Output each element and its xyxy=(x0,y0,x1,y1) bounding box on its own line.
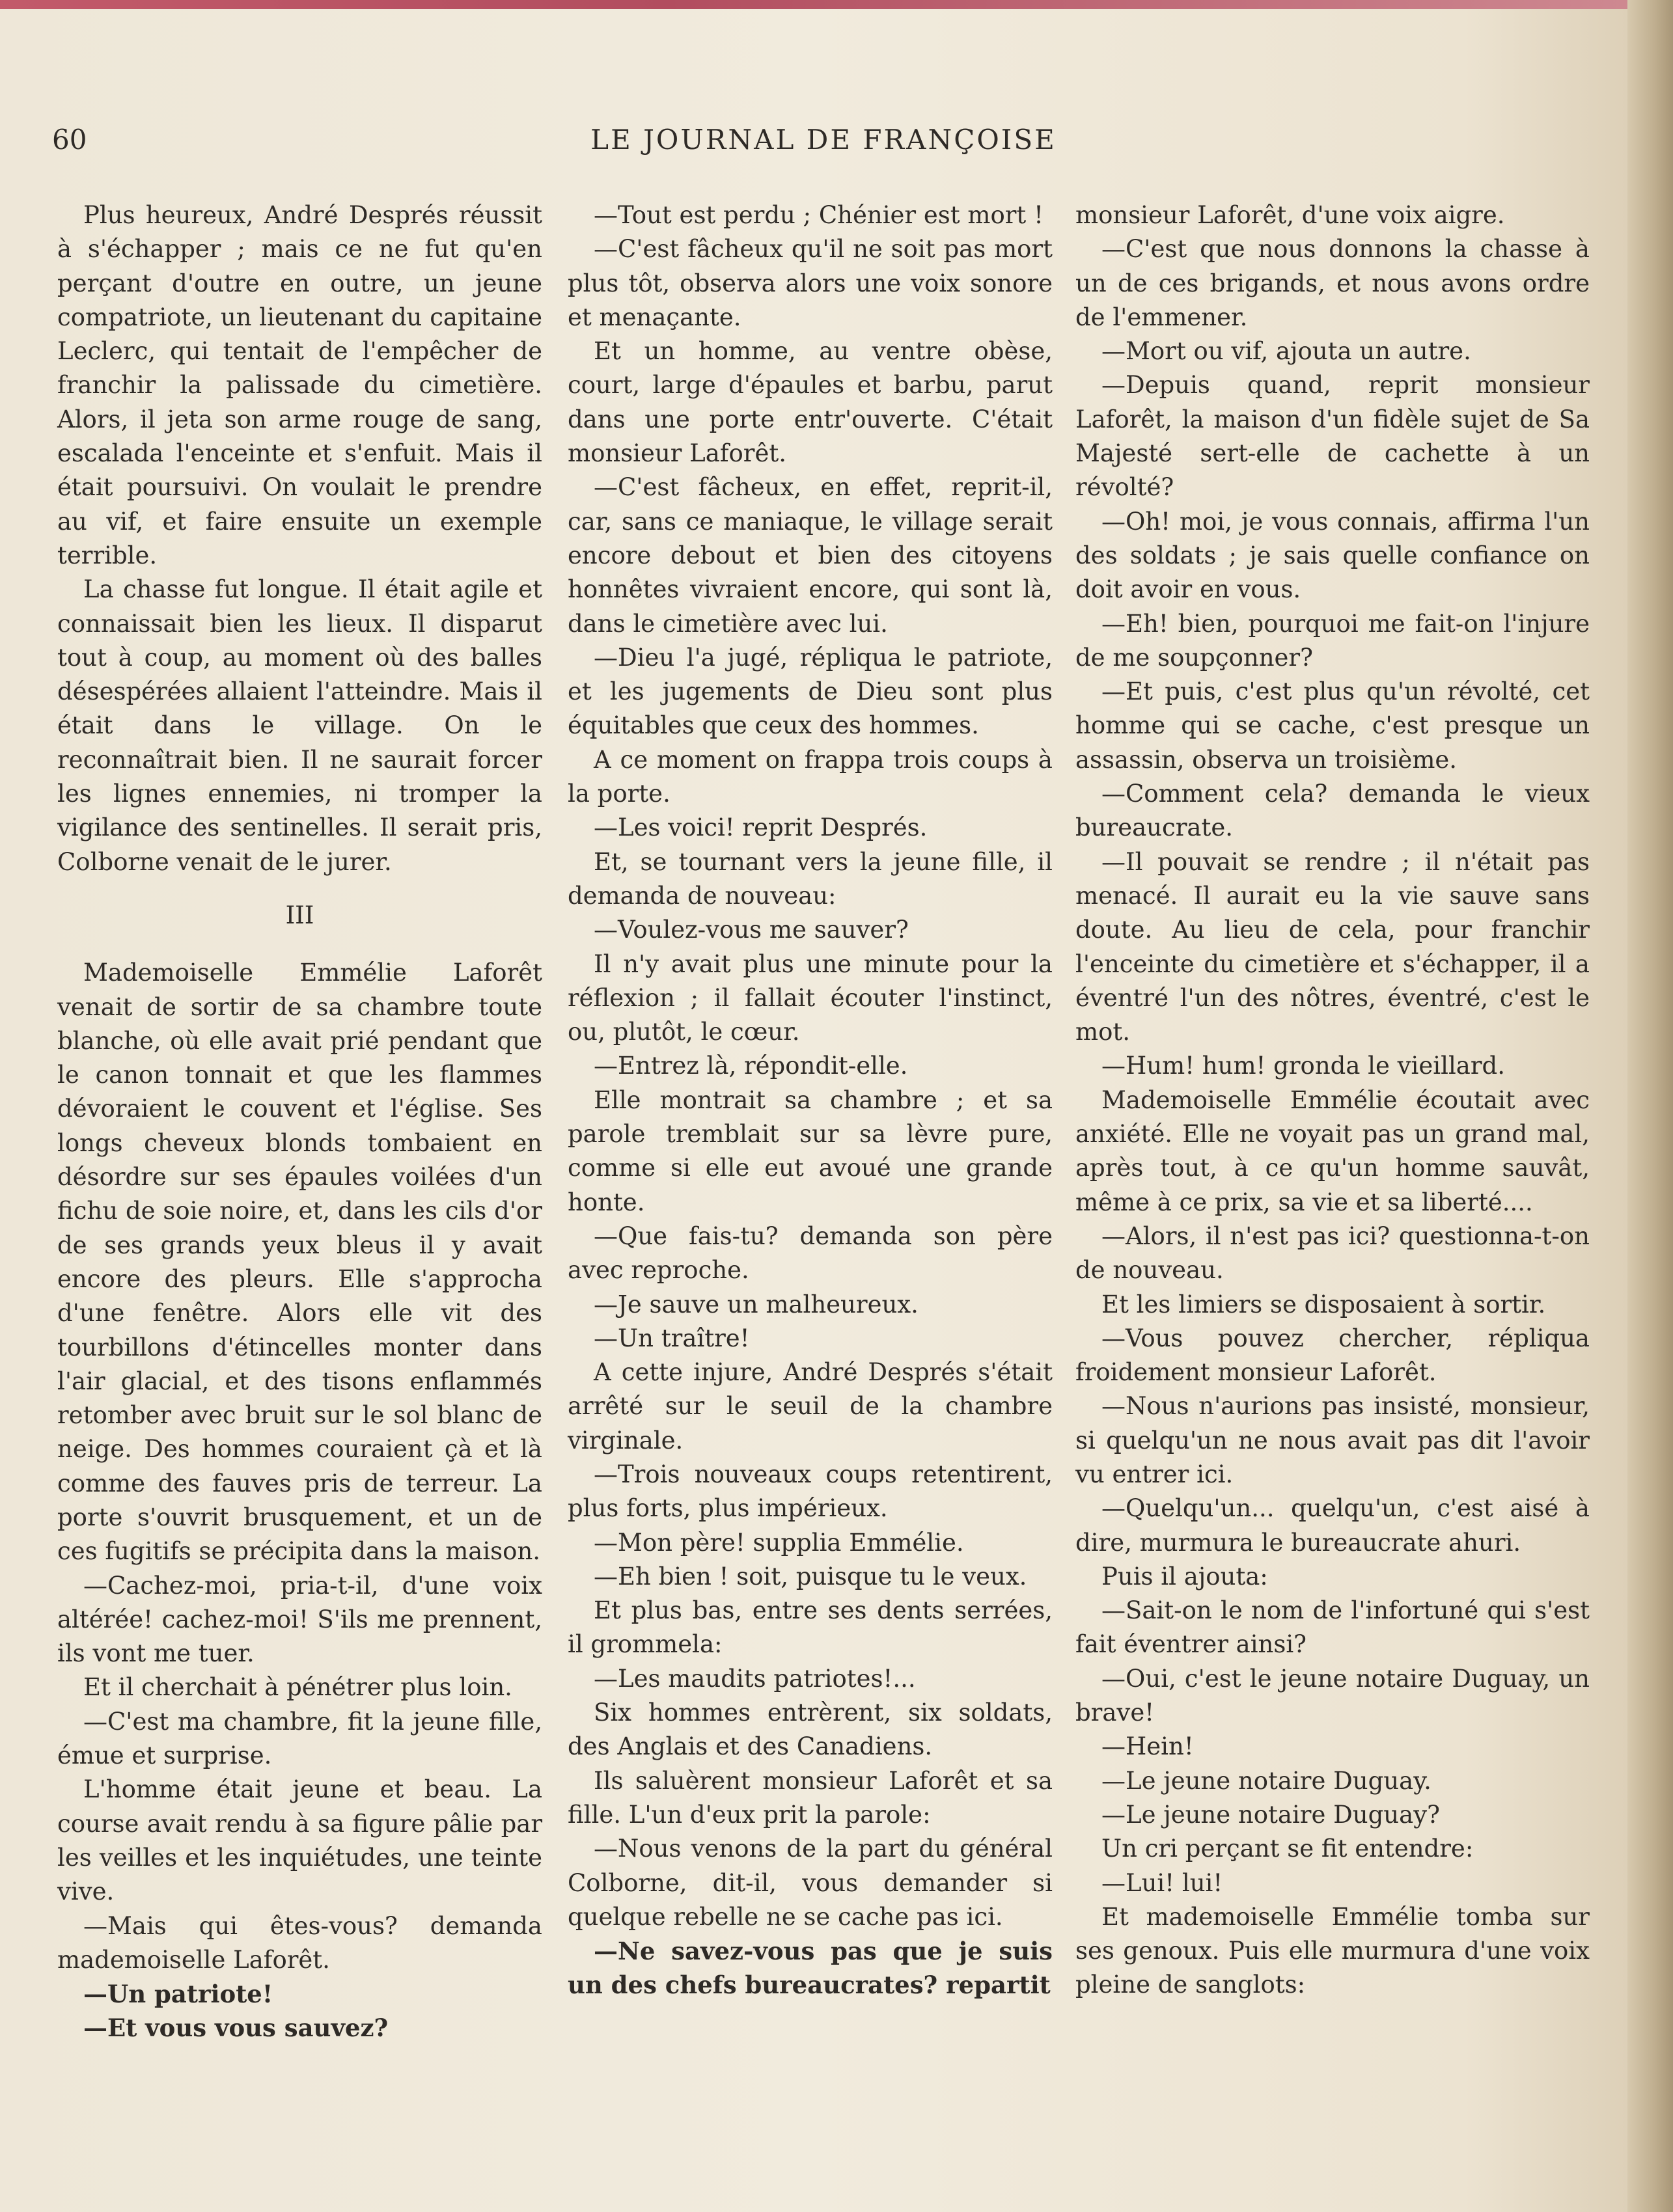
paragraph: —Vous pouvez chercher, répliqua froidement monsieur Laforêt. xyxy=(1075,1324,1590,1387)
text-column-2 xyxy=(568,198,1053,2002)
paragraph: —C'est que nous donnons la chasse à un de ces brigands, et nous avons ordre de l'emmener. xyxy=(1075,235,1590,331)
paragraph: —C'est fâcheux qu'il ne soit pas mort plus tôt, observa alors une voix sonore et menaçante. xyxy=(568,235,1053,331)
paragraph: —Les maudits patriotes!... xyxy=(594,1664,916,1693)
paragraph: Mademoiselle Emmélie Laforêt venait de sortir de sa chambre toute blanche, où elle avait prié pendant que le canon tonnait et que les flammes dévoraient le couvent et l'église. Ses longs cheveux blonds tombaient en désordre sur ses épaules voilées d'un fichu de soie noire, et, dans les cils d'or de ses grands yeux bleus il y avait encore des pleurs. Elle s'approcha d'une fenêtre. Alors elle vit des tourbillons d'étincelles monter dans l'air glacial, et des tisons enflammés retomber avec bruit sur le sol blanc de neige. Des hommes couraient çà et là comme des fauves pris de terreur. La porte s'ouvrit brusquement, et un de ces fugitifs se précipita dans la maison. xyxy=(57,959,542,1566)
paragraph: Puis il ajouta: xyxy=(1101,1562,1268,1591)
paragraph: Et il cherchait à pénétrer plus loin. xyxy=(83,1673,512,1702)
paragraph: Ils saluèrent monsieur Laforêt et sa fille. L'un d'eux prit la parole: xyxy=(568,1766,1053,1829)
paragraph: L'homme était jeune et beau. La course avait rendu à sa figure pâlie par les veilles et les inquiétudes, une teinte vive. xyxy=(57,1775,542,1906)
paragraph: —C'est fâcheux, en effet, reprit-il, car, sans ce maniaque, le village serait encore debout et bien des citoyens honnêtes vivraient encore, qui sont là, dans le cimetière avec lui. xyxy=(568,473,1053,638)
paragraph: —Mort ou vif, ajouta un autre. xyxy=(1101,337,1471,366)
paragraph: —Dieu l'a jugé, répliqua le patriote, et les jugements de Dieu sont plus équitables que ceux des hommes. xyxy=(568,643,1053,740)
journal-title: LE JOURNAL DE FRANÇOISE xyxy=(590,124,1057,156)
paragraph: —Oui, c'est le jeune notaire Duguay, un brave! xyxy=(1075,1664,1590,1727)
paragraph: —Alors, il n'est pas ici? questionna-t-on de nouveau. xyxy=(1075,1222,1590,1285)
paragraph: —Oh! moi, je vous connais, affirma l'un des soldats ; je sais quelle confiance on doit avoir en vous. xyxy=(1075,507,1590,604)
paragraph: Et mademoiselle Emmélie tomba sur ses genoux. Puis elle murmura d'une voix pleine de sanglots: xyxy=(1075,1902,1590,1999)
paragraph: —Un traître! xyxy=(594,1324,750,1352)
paragraph: Et un homme, au ventre obèse, court, large d'épaules et barbu, parut dans une porte entr'ouverte. C'était monsieur Laforêt. xyxy=(568,337,1053,468)
paragraph: —Hum! hum! gronda le vieillard. xyxy=(1101,1052,1505,1080)
paragraph: —Et puis, c'est plus qu'un révolté, cet homme qui se cache, c'est presque un assassin, observa un troisième. xyxy=(1075,677,1590,774)
paragraph: —Ne savez-vous pas que je suis un des chefs bureaucrates? repartit xyxy=(568,1937,1053,2000)
paragraph: —Eh! bien, pourquoi me fait-on l'injure de me soupçonner? xyxy=(1075,609,1590,672)
paragraph: A cette injure, André Després s'était arrêté sur le seuil de la chambre virginale. xyxy=(568,1358,1053,1454)
paragraph: —Depuis quand, reprit monsieur Laforêt, la maison d'un fidèle sujet de Sa Majesté sert-elle de cachette à un révolté? xyxy=(1075,371,1590,502)
text-column-3 xyxy=(1075,198,1590,2002)
paragraph: Et les limiers se disposaient à sortir. xyxy=(1101,1290,1546,1318)
paragraph: —Nous n'aurions pas insisté, monsieur, si quelqu'un ne nous avait pas dit l'avoir vu entrer ici. xyxy=(1075,1392,1590,1488)
page-number: 60 xyxy=(52,124,87,156)
paragraph: monsieur Laforêt, d'une voix aigre. xyxy=(1075,201,1505,229)
paragraph: —Eh bien ! soit, puisque tu le veux. xyxy=(594,1562,1027,1591)
paragraph: —C'est ma chambre, fit la jeune fille, émue et surprise. xyxy=(57,1707,542,1770)
paragraph: —Le jeune notaire Duguay. xyxy=(1101,1766,1431,1795)
paragraph: A ce moment on frappa trois coups à la porte. xyxy=(568,745,1053,808)
paragraph: —Les voici! reprit Després. xyxy=(594,813,928,842)
paragraph: —Trois nouveaux coups retentirent, plus forts, plus impérieux. xyxy=(568,1460,1053,1523)
paragraph: —Cachez-moi, pria-t-il, d'une voix altérée! cachez-moi! S'ils me prennent, ils vont me tuer. xyxy=(57,1571,542,1668)
paragraph: —Entrez là, répondit-elle. xyxy=(594,1052,908,1080)
paragraph: Un cri perçant se fit entendre: xyxy=(1101,1835,1474,1863)
text-column-1 xyxy=(57,198,542,2045)
paragraph: —Tout est perdu ; Chénier est mort ! xyxy=(594,201,1044,229)
page-top-edge xyxy=(0,0,1673,9)
paragraph: —Hein! xyxy=(1101,1732,1194,1761)
paragraph: —Un patriote! xyxy=(83,1980,273,2009)
paragraph: —Voulez-vous me sauver? xyxy=(594,916,909,944)
paragraph: —Et vous vous sauvez? xyxy=(83,2014,389,2043)
page-header xyxy=(52,124,1595,176)
paragraph: Mademoiselle Emmélie écoutait avec anxiété. Elle ne voyait pas un grand mal, après tout, à ce qu'un homme sauvât, même à ce prix, sa vie et sa liberté.... xyxy=(1075,1086,1590,1216)
paragraph: La chasse fut longue. Il était agile et connaissait bien les lieux. Il disparut tout à coup, au moment où des balles désespérées allaient l'atteindre. Mais il était dans le village. On le reconnaîtrait bien. Il ne saurait forcer les lignes ennemies, ni tromper la vigilance des sentinelles. Il serait pris, Colborne venait de le jurer. xyxy=(57,575,542,876)
paragraph: —Mais qui êtes-vous? demanda mademoiselle Laforêt. xyxy=(57,1911,542,1974)
paragraph: —Nous venons de la part du général Colborne, dit-il, vous demander si quelque rebelle ne se cache pas ici. xyxy=(568,1835,1053,1931)
paragraph: —Il pouvait se rendre ; il n'était pas menacé. Il aurait eu la vie sauve sans doute. Au lieu de cela, pour franchir l'enceinte du cimetière et s'échapper, il a éventré l'un des nôtres, éventré, c'est le mot. xyxy=(1075,847,1590,1046)
book-spine-shadow xyxy=(1627,0,1673,2212)
paragraph: —Sait-on le nom de l'infortuné qui s'est fait éventrer ainsi? xyxy=(1075,1596,1590,1659)
paragraph: Plus heureux, André Després réussit à s'échapper ; mais ce ne fut qu'en perçant d'outre en outre, un jeune compatriote, un lieutenant du capitaine Leclerc, qui tentait de l'empêcher de franchir la palissade du cimetière. Alors, il jeta son arme rouge de sang, escalada l'enceinte et s'enfuit. Mais il était poursuivi. On voulait le prendre au vif, et faire ensuite un exemple terrible. xyxy=(57,201,542,569)
paragraph: —Lui! lui! xyxy=(1101,1868,1223,1897)
paragraph: Il n'y avait plus une minute pour la réflexion ; il fallait écouter l'instinct, ou, plutôt, le cœur. xyxy=(568,949,1053,1046)
section-number: III xyxy=(285,901,314,929)
paragraph: Et, se tournant vers la jeune fille, il demanda de nouveau: xyxy=(568,847,1053,910)
paragraph: Et plus bas, entre ses dents serrées, il grommela: xyxy=(568,1596,1053,1659)
paragraph: —Quelqu'un... quelqu'un, c'est aisé à dire, murmura le bureaucrate ahuri. xyxy=(1075,1494,1590,1557)
paragraph: —Mon père! supplia Emmélie. xyxy=(594,1528,964,1557)
paragraph: —Le jeune notaire Duguay? xyxy=(1101,1800,1440,1829)
paragraph: Elle montrait sa chambre ; et sa parole tremblait sur sa lèvre pure, comme si elle eut avoué une grande honte. xyxy=(568,1086,1053,1216)
paragraph: —Comment cela? demanda le vieux bureaucrate. xyxy=(1075,780,1590,842)
paragraph: Six hommes entrèrent, six soldats, des Anglais et des Canadiens. xyxy=(568,1699,1053,1761)
paragraph: —Je sauve un malheureux. xyxy=(594,1290,919,1318)
paragraph: —Que fais-tu? demanda son père avec reproche. xyxy=(568,1222,1053,1285)
